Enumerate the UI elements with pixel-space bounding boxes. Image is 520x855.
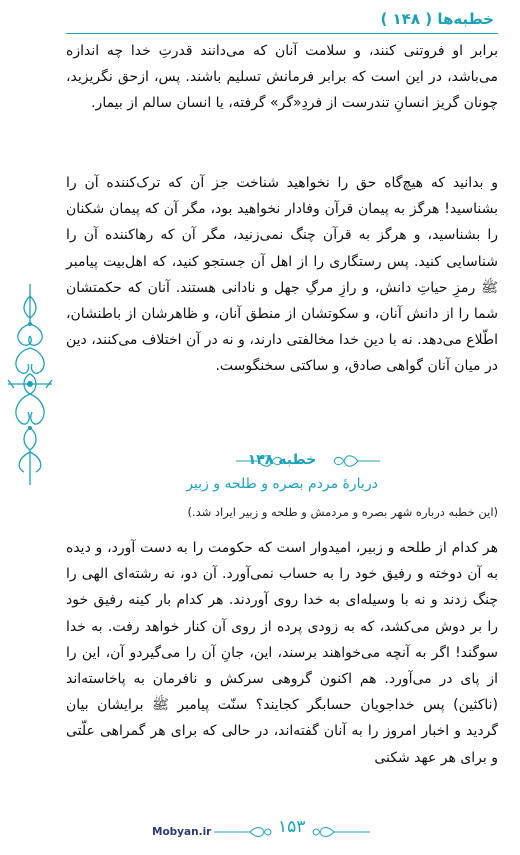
sermon-heading: خطبه ۱۴۸ [247,452,317,468]
page-header-title: خطبه‌ها ( ۱۴۸ ) [380,10,494,28]
header-divider [66,33,498,34]
paragraph-top: برابر او فروتنی کنند، و سلامت آنان که می‌دانند قدرتِ خدا چه اندازه می‌باشد، در این است که برابر فرمانش تسلیم باشند. پس، ازحق نگریزید، چونان گریز انسانِ تندرست از فردِ«گر» گرفته، یا انسان سالم از بیمار. [66,43,498,112]
paragraph-middle: و بدانید که هیچ‌گاه حق را نخواهید شناخت جز آن که ترک‌کننده آن را بشناسید! هرگز به پیمان قرآن وفادار نخواهید بود، مگر آن که پیمان شکنان را بشناسید، و هرگز به قرآن چنگ نمی‌زنید، مگر آن که رهاکننده آن را شناسایی کنید. پس رستگاری را از اهل آن جستجو کنید، که اهل‌بیت پیامبر ﷺ رمزِ حیاتِ دانش، و رازِ مرگِ جهل و نادانی هستند. آنان که حکمتشان شما را از دانش آنان، و سکوتشان از منطق آنان، و ظاهرشان از باطنشان، اطّلاع می‌دهد. نه با دین خدا مخالفتی دارند، و نه در آن اختلاف می‌کنند، دین در میان آنان گواهی صادق، و ساکتی سخنگوست. [66,175,498,375]
flourish-icon [332,452,380,470]
sermon-note: (این خطبه درباره شهر بصره و مردمش و طلحه و زبیر ایراد شد.) [187,505,498,519]
page-number: ۱۵۳ [278,817,306,837]
paragraph-bottom: هر کدام از طلحه و زبیر، امیدوار است که حکومت را به دست آورد، و دیده به آن دوخته و رفیق خود را به حساب نمی‌آورد. آن دو، نه رشته‌ای الهی را چنگ زدند و نه با وسیله‌ای به خدا روی آوردند. هر کدام بار کینه رفیق خود را بر دوش می‌کشد، که به زودی پرده از روی آن کنار خواهد رفت. به خدا سوگند! اگر به آنچه می‌خواهند برسند، این، جانِ آن را می‌گیردو آن، این را از پای در می‌آورد. هم اکنون گروهی سرکش و نافرمان به پاخاسته‌اند (ناکثین) پس خداجویان حسابگر کجایند؟ سنّت پیامبر ﷺ برایشان بیان گردید و اخبار امروز را به آنان گفته‌اند، در حالی که برای هر گمراهی علّتی و برای هر عهد شکنی [66,540,498,766]
site-watermark: Mobyan.ir [152,826,212,838]
sermon-subtitle: دربارۀ مردم بصره و طلحه و زبیر [186,476,378,492]
flourish-icon [214,825,272,839]
flourish-icon [312,825,370,839]
floral-ornament-icon [4,282,56,487]
